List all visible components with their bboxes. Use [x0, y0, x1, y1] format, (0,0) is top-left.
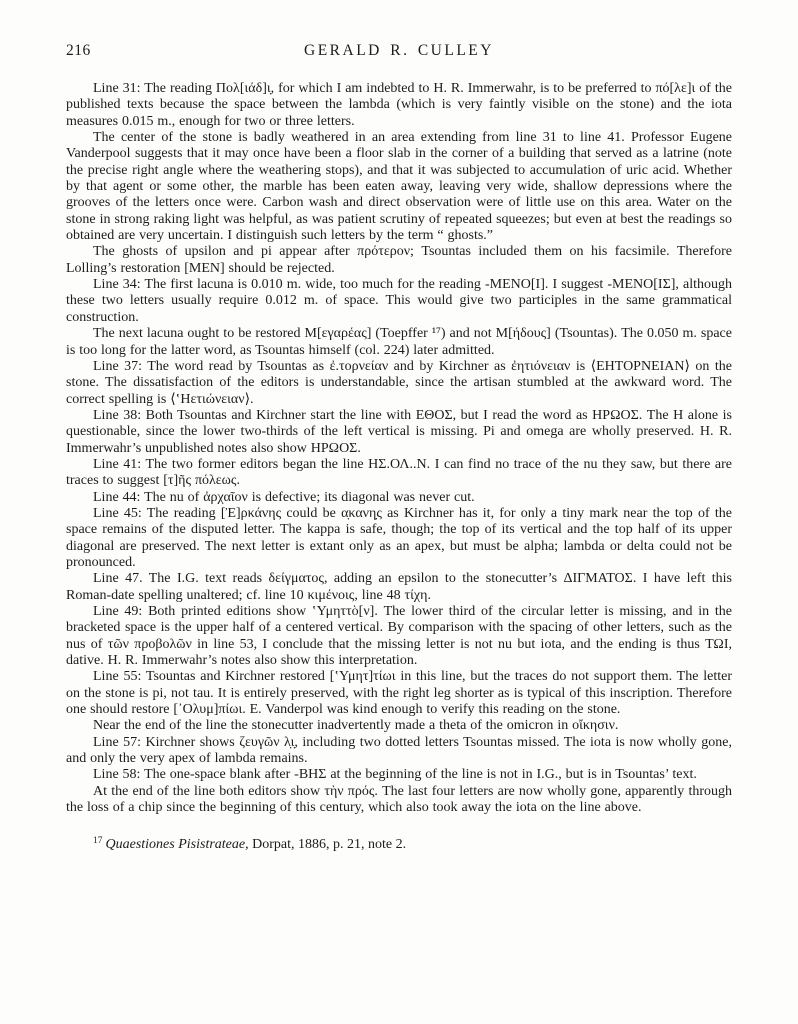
paragraph: Line 41: The two former editors began the line ΗΣ.ΟΛ..Ν. I can find no trace of the nu they saw, but there are traces to suggest [τ]ῆς πόλεως. [66, 456, 732, 489]
paragraph: The center of the stone is badly weathered in an area extending from line 31 to line 41. Professor Eugene Vanderpool suggests that it may once have been a floor slab in the corner of a building that served as a latrine (note the precise right angle where the weathering stops), and that it was subjected to accumulation of uric acid. Whether by that agent or some other, the marble has been eaten away, leaving very wide, shallow depressions where the grooves of the letters once were. Carbon wash and direct observation were of little use on this area. Water on the stone in strong raking light was helpful, as was patient scrutiny of repeated squeezes; but even at best the readings so obtained are very uncertain. I distinguish such letters by the term “ ghosts.” [66, 130, 732, 244]
paragraph: Line 44: The nu of ἀρχαῖον is defective; its diagonal was never cut. [93, 489, 475, 505]
paragraph: Line 47. The I.G. text reads δείγματος, adding an epsilon to the stonecutter’s ΔΙΓΜΑΤΟΣ. I have left this Roman-date spelling unaltered; cf. line 10 κιμένοις, line 48 τίχη. [66, 571, 732, 603]
paragraph: The next lacuna ought to be restored Μ[εγαρέας] (Toepffer ¹⁷) and not Μ[ήδους] (Tsountas). The 0.050 m. space is too long for the latter word, as Tsountas himself (col. 224) later admitted. [66, 326, 732, 358]
page-number: 216 [66, 42, 91, 59]
footnote-rest: , Dorpat, 1886, p. 21, note 2. [245, 837, 407, 853]
paragraph: Line 55: Tsountas and Kirchner restored [ʽΥμητ]τίωι in this line, but the traces do not support them. The letter on the stone is pi, not tau. It is entirely preserved, with the right leg shorter as is typical of this inscription. Therefore one should restore [᾿Ολυμ]πίωι. E. Vanderpol was kind enough to verify this reading on the stone. [66, 669, 732, 718]
paragraph: Line 49: Both printed editions show ʽΥμηττὸ[ν]. The lower third of the circular letter is missing, and in the bracketed space is the upper half of a centered vertical. By comparison with the spacing of other letters, such as the nus of τῶν προβολῶν in line 53, I conclude that the missing letter is not nu but iota, and the ending is thus ΤΩΙ, dative. H. R. Immerwahr’s notes also show this interpretation. [66, 604, 732, 669]
paragraph: At the end of the line both editors show τὴν πρός. The last four letters are now wholly gone, apparently through the loss of a chip since the beginning of this century, which also took away the iota on the line above. [66, 783, 732, 816]
paragraph: Line 37: The word read by Tsountas as ἐ.τορνείαν and by Kirchner as ἐητιόνειαν is ⟨ΕΗΤΟΡΝΕΙΑΝ⟩ on the stone. The dissatisfaction of the editors is understandable, since the artisan stumbled at the awkward word. The correct spelling is ⟨ʽΗετιώνειαν⟩. [66, 358, 732, 407]
paragraph: Line 58: The one-space blank after -ΒΗΣ at the beginning of the line is not in I.G., but is in Tsountas’ text. [93, 767, 697, 783]
page-header [66, 42, 732, 60]
article-body [66, 81, 732, 816]
paragraph: The ghosts of upsilon and pi appear after πρότερον; Tsountas included them on his facsimile. Therefore Lolling’s restoration [ΜΕΝ] should be rejected. [66, 244, 732, 276]
paragraph: Near the end of the line the stonecutter inadvertently made a theta of the omicron in οἴκησιν. [93, 718, 619, 734]
footnote-marker: 17 [93, 835, 103, 846]
footnote-work-title: Quaestiones Pisistrateae [105, 837, 246, 853]
running-title: GERALD R. CULLEY [304, 42, 494, 59]
paragraph: Line 31: The reading Πολ[ιάδ]ι̣, for which I am indebted to H. R. Immerwahr, is to be preferred to πό[λε]ι of the published texts because the space between the lambda (which is very faintly visible on the stone) and the iota measures 0.015 m., enough for two or three letters. [66, 81, 732, 129]
paragraph: Line 34: The first lacuna is 0.010 m. wide, too much for the reading -ΜΕΝΟ[Ι]. I suggest -ΜΕΝΟ[ΙΣ], although these two letters usually require 0.012 m. of space. This would give two participles in the same grammatical construction. [66, 277, 732, 325]
paragraph: Line 38: Both Tsountas and Kirchner start the line with ΕΘΟΣ, but I read the word as ΗΡΩΟΣ. The Η alone is questionable, since the lower two-thirds of the left vertical is missing. Pi and omega are wholly preserved. H. R. Immerwahr’s unpublished notes also show ΗΡΩΟΣ. [66, 407, 732, 456]
paragraph: Line 57: Kirchner shows ζευγῶν λ̣ι̣, including two dotted letters Tsountas missed. The iota is now wholly gone, and only the very apex of lambda remains. [66, 734, 732, 767]
footnote [66, 837, 732, 854]
paragraph: Line 45: The reading [Ἐ]ρκάνης could be α̣κανη̣ς as Kirchner has it, for only a tiny mark near the top of the space remains of the disputed letter. The kappa is safe, though; the top of its vertical and the top half of its upper diagonal are preserved. The next letter is extant only as an apex, but must be alpha; lambda or delta could not be pronounced. [66, 505, 732, 570]
